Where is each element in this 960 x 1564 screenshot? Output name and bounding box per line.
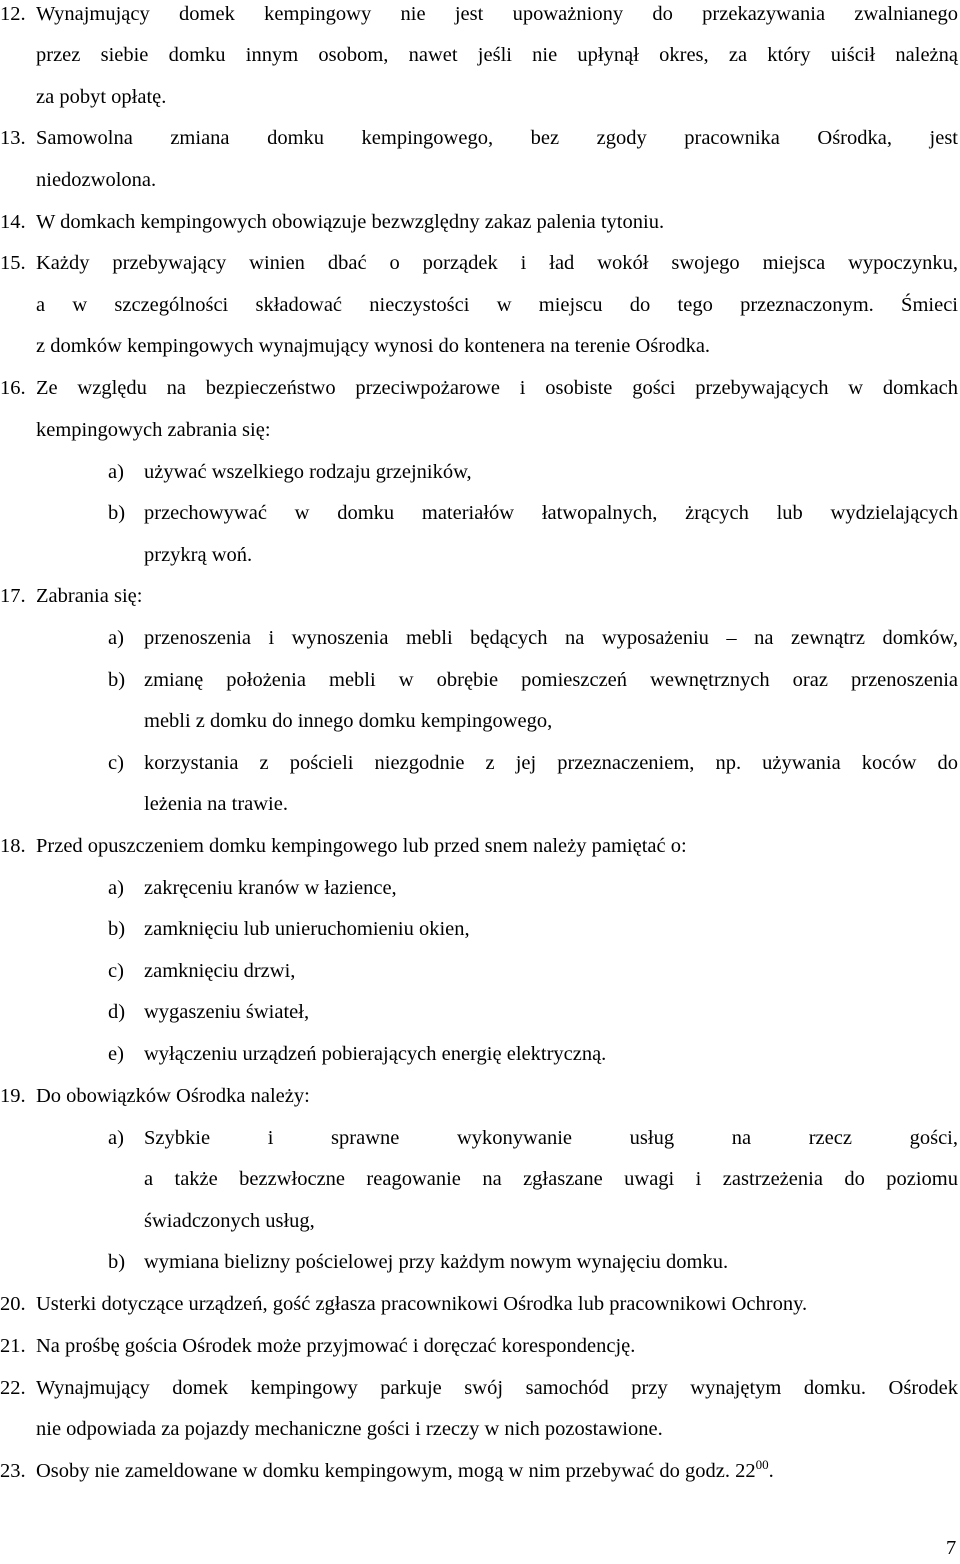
item-18-sub-a xyxy=(108,874,397,902)
item-22-line-2: nie odpowiada za pojazdy mechaniczne gości i rzeczy w nich pozostawione. xyxy=(36,1418,663,1440)
item-text: Każdy przebywający winien dbać o porządek i ład wokół swojego miejsca wypoczynku, xyxy=(36,252,958,274)
item-19-sub-b xyxy=(108,1248,728,1276)
sub-label: d) xyxy=(108,1001,126,1023)
item-12-line-2: przez siebie domku innym osobom, nawet jeśli nie upłynął okres, za który uiścił należną xyxy=(36,44,958,66)
page-number: 7 xyxy=(946,1537,957,1559)
sub-text: zmianę położenia mebli w obrębie pomieszczeń wewnętrznych oraz przenoszenia xyxy=(144,669,958,691)
item-number: 16. xyxy=(0,377,26,399)
item-number: 18. xyxy=(0,835,26,857)
sub-label: b) xyxy=(108,502,126,524)
item-number: 20. xyxy=(0,1293,26,1315)
sub-label: b) xyxy=(108,918,126,940)
sub-label: a) xyxy=(108,461,124,483)
item-18-sub-d xyxy=(108,998,309,1026)
item-number: 19. xyxy=(0,1085,26,1107)
superscript-minutes: 00 xyxy=(755,1457,769,1473)
item-21-line-1 xyxy=(0,1332,635,1360)
item-text: Przed opuszczeniem domku kempingowego lub przed snem należy pamiętać o: xyxy=(36,835,687,857)
item-number: 21. xyxy=(0,1335,26,1357)
sub-text: wymiana bielizny pościelowej przy każdym nowym wynajęciu domku. xyxy=(144,1251,729,1273)
item-number: 17. xyxy=(0,585,26,607)
item-19-sub-a-line-3: świadczonych usług, xyxy=(144,1210,315,1232)
sub-text: zakręceniu kranów w łazience, xyxy=(144,877,397,899)
item-text: Osoby nie zameldowane w domku kempingowym, mogą w nim przebywać do godz. 22 xyxy=(36,1460,756,1482)
item-17-sub-b xyxy=(108,666,958,694)
item-number: 22. xyxy=(0,1377,26,1399)
item-number: 13. xyxy=(0,127,26,149)
item-text: Zabrania się: xyxy=(36,585,143,607)
item-15-line-3: z domków kempingowych wynajmujący wynosi do kontenera na terenie Ośrodka. xyxy=(36,335,711,357)
sub-label: a) xyxy=(108,877,124,899)
sub-text: Szybkie i sprawne wykonywanie usług na rzecz gości, xyxy=(144,1127,958,1149)
sub-text: zamknięciu lub unieruchomieniu okien, xyxy=(144,918,470,940)
item-15-line-2: a w szczególności składować nieczystości w miejscu do tego przeznaczonym. Śmieci xyxy=(36,294,958,316)
sub-label: b) xyxy=(108,1251,126,1273)
item-16-sub-b xyxy=(108,499,958,527)
item-19-line-1 xyxy=(0,1082,310,1110)
item-16-sub-a xyxy=(108,458,472,486)
sub-label: a) xyxy=(108,627,124,649)
item-17-sub-c-line-2: leżenia na trawie. xyxy=(144,793,288,815)
item-text: Do obowiązków Ośrodka należy: xyxy=(36,1085,310,1107)
item-17-sub-b-line-2: mebli z domku do innego domku kempingowego, xyxy=(144,710,553,732)
sub-label: e) xyxy=(108,1043,124,1065)
item-16-line-1 xyxy=(0,374,958,402)
item-text: Wynajmujący domek kempingowy parkuje swój samochód przy wynajętym domku. Ośrodek xyxy=(36,1377,958,1399)
item-12-line-3: za pobyt opłatę. xyxy=(36,86,167,108)
item-number: 23. xyxy=(0,1460,26,1482)
item-16-sub-b-line-2: przykrą woń. xyxy=(144,544,253,566)
item-text: W domkach kempingowych obowiązuje bezwzględny zakaz palenia tytoniu. xyxy=(36,211,665,233)
item-16-line-2: kempingowych zabrania się: xyxy=(36,419,271,441)
item-17-line-1 xyxy=(0,582,142,610)
sub-text: przechowywać w domku materiałów łatwopalnych, żrących lub wydzielających xyxy=(144,502,958,524)
sub-label: a) xyxy=(108,1127,124,1149)
item-18-line-1 xyxy=(0,832,687,860)
sub-label: c) xyxy=(108,960,124,982)
item-text: Ze względu na bezpieczeństwo przeciwpożarowe i osobiste gości przebywających w domkach xyxy=(36,377,958,399)
sub-text: wyłączeniu urządzeń pobierających energię elektryczną. xyxy=(144,1043,607,1065)
item-18-sub-c xyxy=(108,957,295,985)
item-text: Samowolna zmiana domku kempingowego, bez zgody pracownika Ośrodka, jest xyxy=(36,127,958,149)
item-18-sub-e xyxy=(108,1040,606,1068)
item-text: Wynajmujący domek kempingowy nie jest upoważniony do przekazywania zwalnianego xyxy=(36,3,958,25)
item-14-line-1 xyxy=(0,208,664,236)
sub-label: c) xyxy=(108,752,124,774)
item-number: 12. xyxy=(0,3,26,25)
item-number: 15. xyxy=(0,252,26,274)
sub-text: wygaszeniu świateł, xyxy=(144,1001,310,1023)
item-13-line-1 xyxy=(0,124,958,152)
sub-text: korzystania z pościeli niezgodnie z jej przeznaczeniem, np. używania koców do xyxy=(144,752,958,774)
sub-text: używać wszelkiego rodzaju grzejników, xyxy=(144,461,472,483)
item-text: Usterki dotyczące urządzeń, gość zgłasza pracownikowi Ośrodka lub pracownikowi Ochrony. xyxy=(36,1293,808,1315)
item-20-line-1 xyxy=(0,1290,807,1318)
item-19-sub-a xyxy=(108,1124,958,1152)
item-15-line-1 xyxy=(0,249,958,277)
sub-text: przenoszenia i wynoszenia mebli będących na wyposażeniu – na zewnątrz domków, xyxy=(144,627,958,649)
item-number: 14. xyxy=(0,211,26,233)
item-22-line-1 xyxy=(0,1374,958,1402)
item-13-line-2: niedozwolona. xyxy=(36,169,157,191)
item-19-sub-a-line-2: a także bezzwłoczne reagowanie na zgłaszane uwagi i zastrzeżenia do poziomu xyxy=(144,1168,958,1190)
item-18-sub-b xyxy=(108,915,470,943)
item-text-end: . xyxy=(768,1460,774,1482)
sub-label: b) xyxy=(108,669,126,691)
sub-text: zamknięciu drzwi, xyxy=(144,960,296,982)
item-23-line-1 xyxy=(0,1457,774,1485)
item-17-sub-c xyxy=(108,749,958,777)
item-text: Na prośbę gościa Ośrodek może przyjmować i doręczać korespondencję. xyxy=(36,1335,636,1357)
item-17-sub-a xyxy=(108,624,958,652)
item-12-line-1 xyxy=(0,0,958,28)
